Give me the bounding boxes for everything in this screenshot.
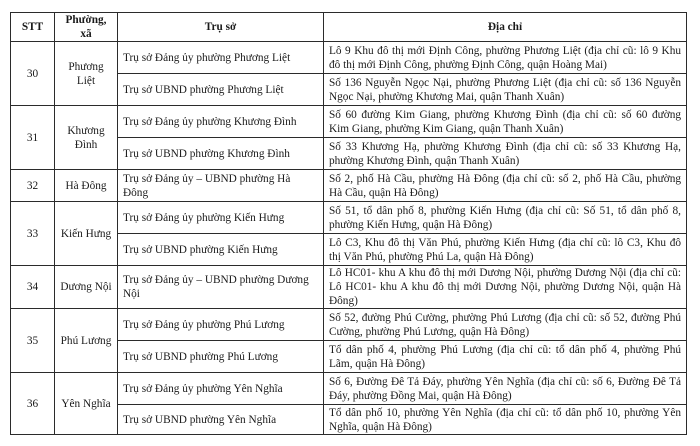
row-ward: Khương Đình xyxy=(55,106,118,170)
table-row xyxy=(11,170,687,202)
office-address: Số 2, phố Hà Cầu, phường Hà Đông (địa chỉ cũ: số 2, phố Hà Cầu, phường Hà Cầu, quận Hà Đông) xyxy=(324,170,687,202)
row-stt: 32 xyxy=(11,170,55,202)
office-address: Số 60 đường Kim Giang, phường Khương Đình (địa chỉ cũ: số 60 đường Kim Giang, phường Kim Giang, quận Thanh Xuân) xyxy=(324,106,687,138)
row-ward: Dương Nội xyxy=(55,266,118,309)
table-row xyxy=(11,309,687,341)
table-row xyxy=(11,202,687,234)
row-ward: Phương Liệt xyxy=(55,42,118,106)
header-office: Trụ sở xyxy=(118,13,324,42)
office-name: Trụ sở UBND phường Phương Liệt xyxy=(118,74,324,106)
office-address: Tổ dân phố 4, phường Phú Lương (địa chỉ cũ: tổ dân phố 4, phường Phú Lãm, quận Hà Đông) xyxy=(324,341,687,373)
table-header-row xyxy=(11,13,687,42)
header-stt: STT xyxy=(11,13,55,42)
office-name: Trụ sở Đảng ủy – UBND phường Hà Đông xyxy=(118,170,324,202)
table-row xyxy=(11,42,687,74)
row-ward: Yên Nghĩa xyxy=(55,373,118,435)
office-address: Số 52, đường Phú Cường, phường Phú Lương (địa chỉ cũ: số 52, đường Phú Cường, phường Phú Lương, quận Hà Đông) xyxy=(324,309,687,341)
row-stt: 35 xyxy=(11,309,55,373)
office-name: Trụ sở UBND phường Kiến Hưng xyxy=(118,234,324,266)
office-name: Trụ sở Đảng ủy phường Yên Nghĩa xyxy=(118,373,324,405)
office-name: Trụ sở Đảng ủy phường Phương Liệt xyxy=(118,42,324,74)
header-ward: Phường, xã xyxy=(55,13,118,42)
office-address: Lô HC01- khu A khu đô thị mới Dương Nội, phường Dương Nội (địa chỉ cũ: Lô HC01- khu A khu đô thị mới Dương Nội, phường Dương Nội, quận Hà Đông) xyxy=(324,266,687,309)
row-ward: Phú Lương xyxy=(55,309,118,373)
office-name: Trụ sở UBND phường Yên Nghĩa xyxy=(118,405,324,435)
office-address: Tổ dân phố 10, phường Yên Nghĩa (địa chỉ cũ: tổ dân phố 10, phường Yên Nghĩa, quận Hà Đông) xyxy=(324,405,687,435)
row-stt: 31 xyxy=(11,106,55,170)
ward-offices-table xyxy=(10,12,687,435)
row-stt: 33 xyxy=(11,202,55,266)
row-stt: 34 xyxy=(11,266,55,309)
row-stt: 30 xyxy=(11,42,55,106)
table-row xyxy=(11,373,687,405)
table-row xyxy=(11,266,687,309)
header-address: Địa chỉ xyxy=(324,13,687,42)
office-name: Trụ sở Đảng ủy phường Phú Lương xyxy=(118,309,324,341)
table-row xyxy=(11,106,687,138)
row-ward: Kiến Hưng xyxy=(55,202,118,266)
office-name: Trụ sở UBND phường Phú Lương xyxy=(118,341,324,373)
office-address: Số 136 Nguyễn Ngọc Nại, phường Phương Liệt (địa chỉ cũ: số 136 Nguyễn Ngọc Nại, phường Khương Mai, quận Thanh Xuân) xyxy=(324,74,687,106)
office-name: Trụ sở UBND phường Khương Đình xyxy=(118,138,324,170)
row-stt: 36 xyxy=(11,373,55,435)
office-name: Trụ sở Đảng ủy phường Khương Đình xyxy=(118,106,324,138)
office-address: Số 33 Khương Hạ, phường Khương Đình (địa chỉ cũ: số 33 Khương Hạ, phường Khương Đình, quận Thanh Xuân) xyxy=(324,138,687,170)
office-address: Số 51, tổ dân phố 8, phường Kiến Hưng (địa chỉ cũ: Số 51, tổ dân phố 8, phường Kiến Hưng, quận Hà Đông) xyxy=(324,202,687,234)
office-address: Lô 9 Khu đô thị mới Định Công, phường Phương Liệt (địa chỉ cũ: lô 9 Khu đô thị mới Định Công, phường Định Công, quận Hoàng Mai) xyxy=(324,42,687,74)
office-address: Số 6, Đường Đê Tả Đáy, phường Yên Nghĩa (địa chỉ cũ: số 6, Đường Đê Tả Đáy, phường Đồng Mai, quận Hà Đông) xyxy=(324,373,687,405)
office-address: Lô C3, Khu đô thị Văn Phú, phường Kiến Hưng (địa chỉ cũ: lô C3, Khu đô thị Văn Phú, phường Phú La, quận Hà Đông) xyxy=(324,234,687,266)
office-name: Trụ sở Đảng ủy – UBND phường Dương Nội xyxy=(118,266,324,309)
row-ward: Hà Đông xyxy=(55,170,118,202)
office-name: Trụ sở Đảng ủy phường Kiến Hưng xyxy=(118,202,324,234)
